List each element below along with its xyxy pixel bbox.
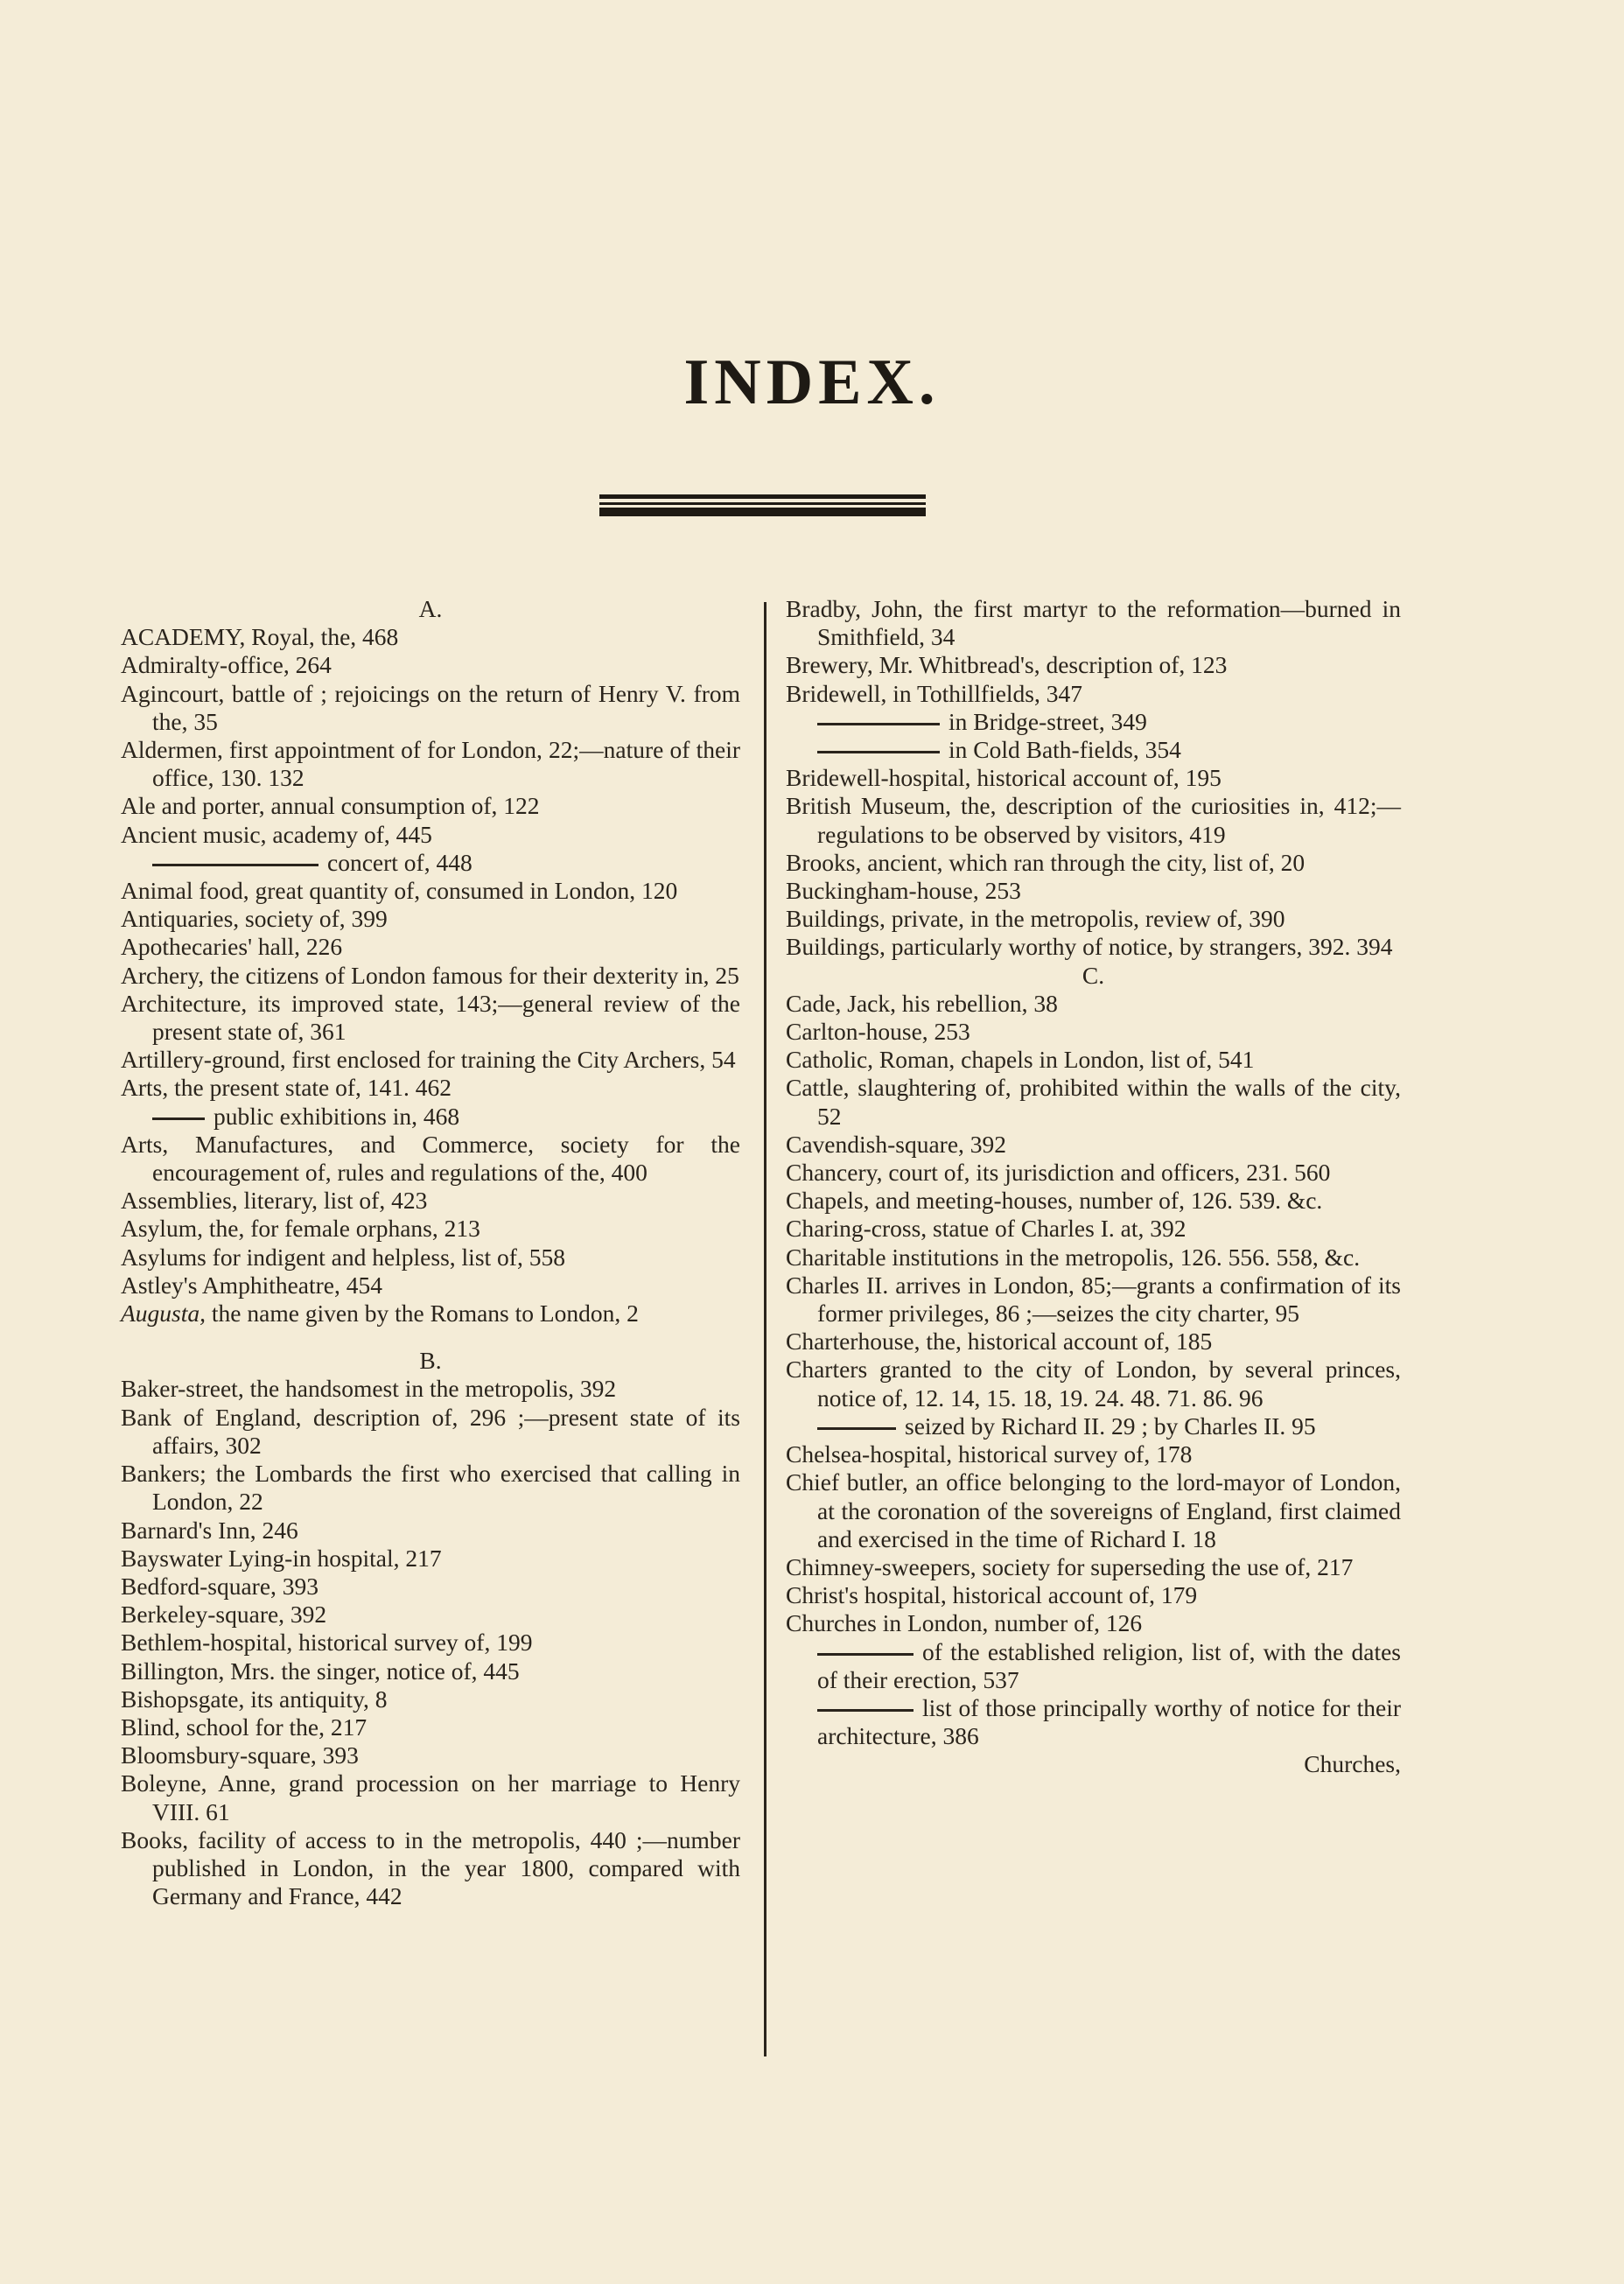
section-heading-b: B.	[419, 1347, 442, 1375]
index-entry: Cade, Jack, his rebellion, 38	[786, 989, 1058, 1017]
index-entry: Chelsea-hospital, historical survey of, 178	[786, 1440, 1193, 1468]
ditto-rule	[152, 864, 318, 866]
title-rule-middle	[599, 502, 926, 505]
ditto-rule	[817, 1653, 914, 1656]
index-entry: Arts, Manufactures, and Commerce, society for the encouragement of, rules and regulations of the, 400	[121, 1130, 740, 1187]
index-entry: Assemblies, literary, list of, 423	[121, 1187, 428, 1215]
augusta-italic: Augusta,	[121, 1300, 206, 1328]
index-entry: British Museum, the, description of the curiosities in, 412;—regulations to be observed by visitors, 419	[786, 792, 1401, 848]
index-entry: Bedford-square, 393	[121, 1572, 319, 1600]
section-heading-c: C.	[1082, 961, 1105, 989]
ditto-rule	[817, 751, 940, 753]
ditto-rule	[817, 723, 940, 725]
index-entry: Ancient music, academy of, 445	[121, 820, 432, 848]
subentry-text: of the established religion, list of, with the dates of their erection, 537	[817, 1637, 1401, 1693]
left-column	[121, 595, 740, 1910]
index-entry: Brewery, Mr. Whitbread's, description of, 123	[786, 651, 1228, 679]
title-rule-thin	[599, 494, 926, 499]
index-entry: Buildings, private, in the metropolis, review of, 390	[786, 905, 1285, 933]
index-entry: Asylums for indigent and helpless, list of, 558	[121, 1243, 565, 1271]
index-subentry	[786, 736, 1401, 764]
index-entry: Bloomsbury-square, 393	[121, 1741, 359, 1769]
index-subentry	[121, 849, 740, 877]
index-entry: Bridewell-hospital, historical account of, 195	[786, 764, 1222, 792]
index-entry: Churches in London, number of, 126	[786, 1609, 1143, 1637]
index-entry: Animal food, great quantity of, consumed in London, 120	[121, 877, 678, 905]
index-entry: Billington, Mrs. the singer, notice of, 445	[121, 1657, 520, 1685]
index-entry: Ale and porter, annual consumption of, 122	[121, 792, 540, 820]
index-entry: Bridewell, in Tothillfields, 347	[786, 679, 1082, 707]
index-entry: Chapels, and meeting-houses, number of, 126. 539. &c.	[786, 1187, 1323, 1215]
index-entry: Chimney-sweepers, society for superseding the use of, 217	[786, 1552, 1354, 1580]
catchword: Churches,	[1304, 1750, 1401, 1778]
column-divider	[764, 602, 766, 2056]
index-entry: Apothecaries' hall, 226	[121, 933, 343, 961]
index-entry: Buckingham-house, 253	[786, 877, 1021, 905]
index-entry: Chancery, court of, its jurisdiction and officers, 231. 560	[786, 1159, 1331, 1187]
index-entry: Antiquaries, society of, 399	[121, 905, 388, 933]
index-entry: Chief butler, an office belonging to the lord-mayor of London, at the coronation of the sovereigns of England, first claimed and exercised in the time of Richard I. 18	[786, 1468, 1401, 1552]
index-entry: Architecture, its improved state, 143;—general review of the present state of, 361	[121, 989, 740, 1046]
subentry-text: public exhibitions in, 468	[214, 1102, 460, 1130]
index-entry: Archery, the citizens of London famous for their dexterity in, 25	[121, 961, 739, 989]
index-entry: Charing-cross, statue of Charles I. at, 392	[786, 1215, 1186, 1243]
index-entry: Baker-street, the handsomest in the metropolis, 392	[121, 1375, 617, 1403]
index-entry: Bishopsgate, its antiquity, 8	[121, 1685, 388, 1713]
index-entry: Christ's hospital, historical account of, 179	[786, 1581, 1198, 1609]
index-subentry	[786, 1412, 1401, 1440]
index-entry: Barnard's Inn, 246	[121, 1516, 298, 1544]
index-entry: Aldermen, first appointment of for London, 22;—nature of their office, 130. 132	[121, 736, 740, 792]
index-entry: Bank of England, description of, 296 ;—present state of its affairs, 302	[121, 1403, 740, 1459]
index-entry: Berkeley-square, 392	[121, 1601, 327, 1629]
index-entry: Blind, school for the, 217	[121, 1713, 368, 1741]
index-entry: Charles II. arrives in London, 85;—grants a confirmation of its former privileges, 86 ;—seizes the city charter, 95	[786, 1271, 1401, 1328]
index-entry: Artillery-ground, first enclosed for training the City Archers, 54	[121, 1046, 736, 1074]
page-title: INDEX.	[683, 347, 941, 418]
index-entry: ACADEMY, Royal, the, 468	[121, 623, 399, 651]
index-subentry	[786, 1638, 1401, 1694]
index-entry: Astley's Amphitheatre, 454	[121, 1271, 383, 1299]
index-entry: Asylum, the, for female orphans, 213	[121, 1215, 480, 1243]
index-entry: Agincourt, battle of ; rejoicings on the return of Henry V. from the, 35	[121, 679, 740, 735]
subentry-text: concert of, 448	[327, 848, 472, 876]
augusta-text: the name given by the Romans to London, 2	[206, 1300, 639, 1328]
index-entry: Admiralty-office, 264	[121, 651, 332, 679]
index-subentry	[121, 1103, 740, 1131]
index-entry: Buildings, particularly worthy of notice, by strangers, 392. 394	[786, 933, 1393, 961]
index-entry: Catholic, Roman, chapels in London, list of, 541	[786, 1046, 1255, 1074]
ditto-rule	[152, 1117, 205, 1120]
index-entry: Books, facility of access to in the metropolis, 440 ;—number published in London, in the year 1800, compared with Germany and France, 442	[121, 1825, 740, 1910]
index-entry: Arts, the present state of, 141. 462	[121, 1074, 452, 1102]
index-entry: Cavendish-square, 392	[786, 1130, 1007, 1158]
index-entry: Bankers; the Lombards the first who exercised that calling in London, 22	[121, 1460, 740, 1516]
index-entry-augusta	[121, 1300, 740, 1328]
section-heading-a: A.	[418, 595, 443, 622]
ditto-rule	[817, 1427, 896, 1430]
index-subentry	[786, 1694, 1401, 1750]
index-entry: Cattle, slaughtering of, prohibited within the walls of the city, 52	[786, 1074, 1401, 1130]
subentry-text: seized by Richard II. 29 ; by Charles II. 95	[905, 1412, 1316, 1440]
subentry-text: in Cold Bath-fields, 354	[948, 736, 1181, 764]
right-column	[786, 595, 1401, 1779]
subentry-text: in Bridge-street, 349	[948, 707, 1147, 735]
index-entry: Charitable institutions in the metropolis, 126. 556. 558, &c.	[786, 1243, 1361, 1271]
index-subentry	[786, 708, 1401, 736]
index-entry: Charters granted to the city of London, by several princes, notice of, 12. 14, 15. 18, 19. 24. 48. 71. 86. 96	[786, 1356, 1401, 1412]
title-rule-thick	[599, 508, 926, 516]
index-entry: Carlton-house, 253	[786, 1018, 970, 1046]
index-entry: Bayswater Lying-in hospital, 217	[121, 1544, 442, 1572]
index-entry: Bethlem-hospital, historical survey of, 199	[121, 1629, 533, 1657]
index-entry: Bradby, John, the first martyr to the reformation—burned in Smithfield, 34	[786, 595, 1401, 651]
ditto-rule	[817, 1709, 914, 1712]
index-entry: Charterhouse, the, historical account of, 185	[786, 1328, 1213, 1356]
index-entry: Boleyne, Anne, grand procession on her marriage to Henry VIII. 61	[121, 1769, 740, 1825]
index-entry: Brooks, ancient, which ran through the city, list of, 20	[786, 848, 1306, 876]
subentry-text: list of those principally worthy of notice for their architecture, 386	[817, 1693, 1401, 1750]
